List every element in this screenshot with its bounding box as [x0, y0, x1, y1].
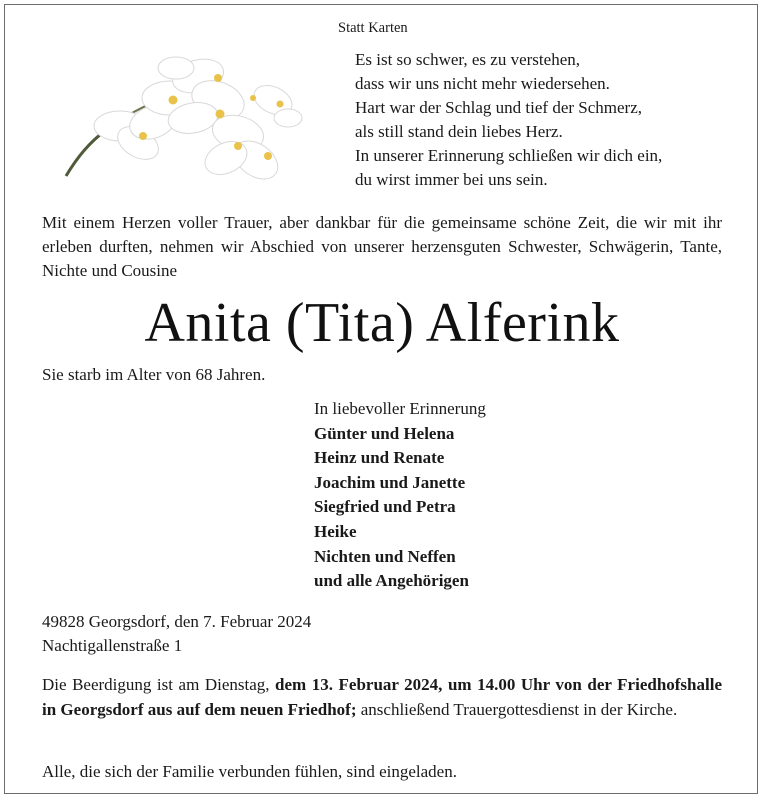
funeral-paragraph [42, 673, 722, 722]
poem-line: Es ist so schwer, es zu verstehen, [355, 50, 580, 69]
funeral-prefix: Die Beerdigung ist am Dienstag, [42, 675, 276, 694]
mourner-name: Heike [314, 521, 357, 541]
mourners-lead: In liebevoller Erinnerung [314, 399, 486, 418]
deceased-name: Anita (Tita) Alferink [144, 292, 620, 354]
intro-paragraph: Mit einem Herzen voller Trauer, aber dankbar für die gemeinsame schöne Zeit, die wir mit ihr erleben durften, nehmen wir Abschied von unserer herzensguten Schwester, Schwägerin, Tante, Nichte und Cousine [42, 213, 722, 280]
mourner-name: Joachim und Janette [314, 472, 466, 492]
poem [355, 48, 662, 192]
poem-line: In unserer Erinnerung schließen wir dich ein, [355, 146, 663, 165]
age-line: Sie starb im Alter von 68 Jahren. [42, 365, 266, 384]
poem-line: als still stand dein liebes Herz. [355, 122, 563, 141]
mourner-name: Günter und Helena [314, 423, 455, 443]
mourner-name: Nichten und Neffen [314, 546, 456, 566]
street-address: Nachtigallenstraße 1 [42, 636, 183, 655]
poem-line: dass wir uns nicht mehr wiedersehen. [355, 74, 610, 93]
funeral-details: dem 13. Februar 2024, um 14.00 Uhr von der Friedhofshalle in Georgsdorf aus auf dem neuen Friedhof; [42, 675, 722, 719]
mourners-list [314, 397, 486, 594]
location-date: 49828 Georgsdorf, den 7. Februar 2024 [42, 612, 312, 631]
mourner-name: Heinz und Renate [314, 448, 445, 468]
mourner-name: Siegfried und Petra [314, 497, 456, 517]
mourner-name: und alle Angehörigen [314, 571, 469, 591]
place-address [42, 610, 311, 658]
invitation-line: Alle, die sich der Familie verbunden fühlen, sind eingeladen. [42, 762, 457, 781]
poem-line: Hart war der Schlag und tief der Schmerz, [355, 98, 642, 117]
poem-line: du wirst immer bei uns sein. [355, 170, 548, 189]
statt-karten-label: Statt Karten [338, 20, 408, 36]
funeral-suffix: anschließend Trauergottesdienst in der Kirche. [356, 699, 678, 719]
orchid-image [58, 38, 316, 196]
